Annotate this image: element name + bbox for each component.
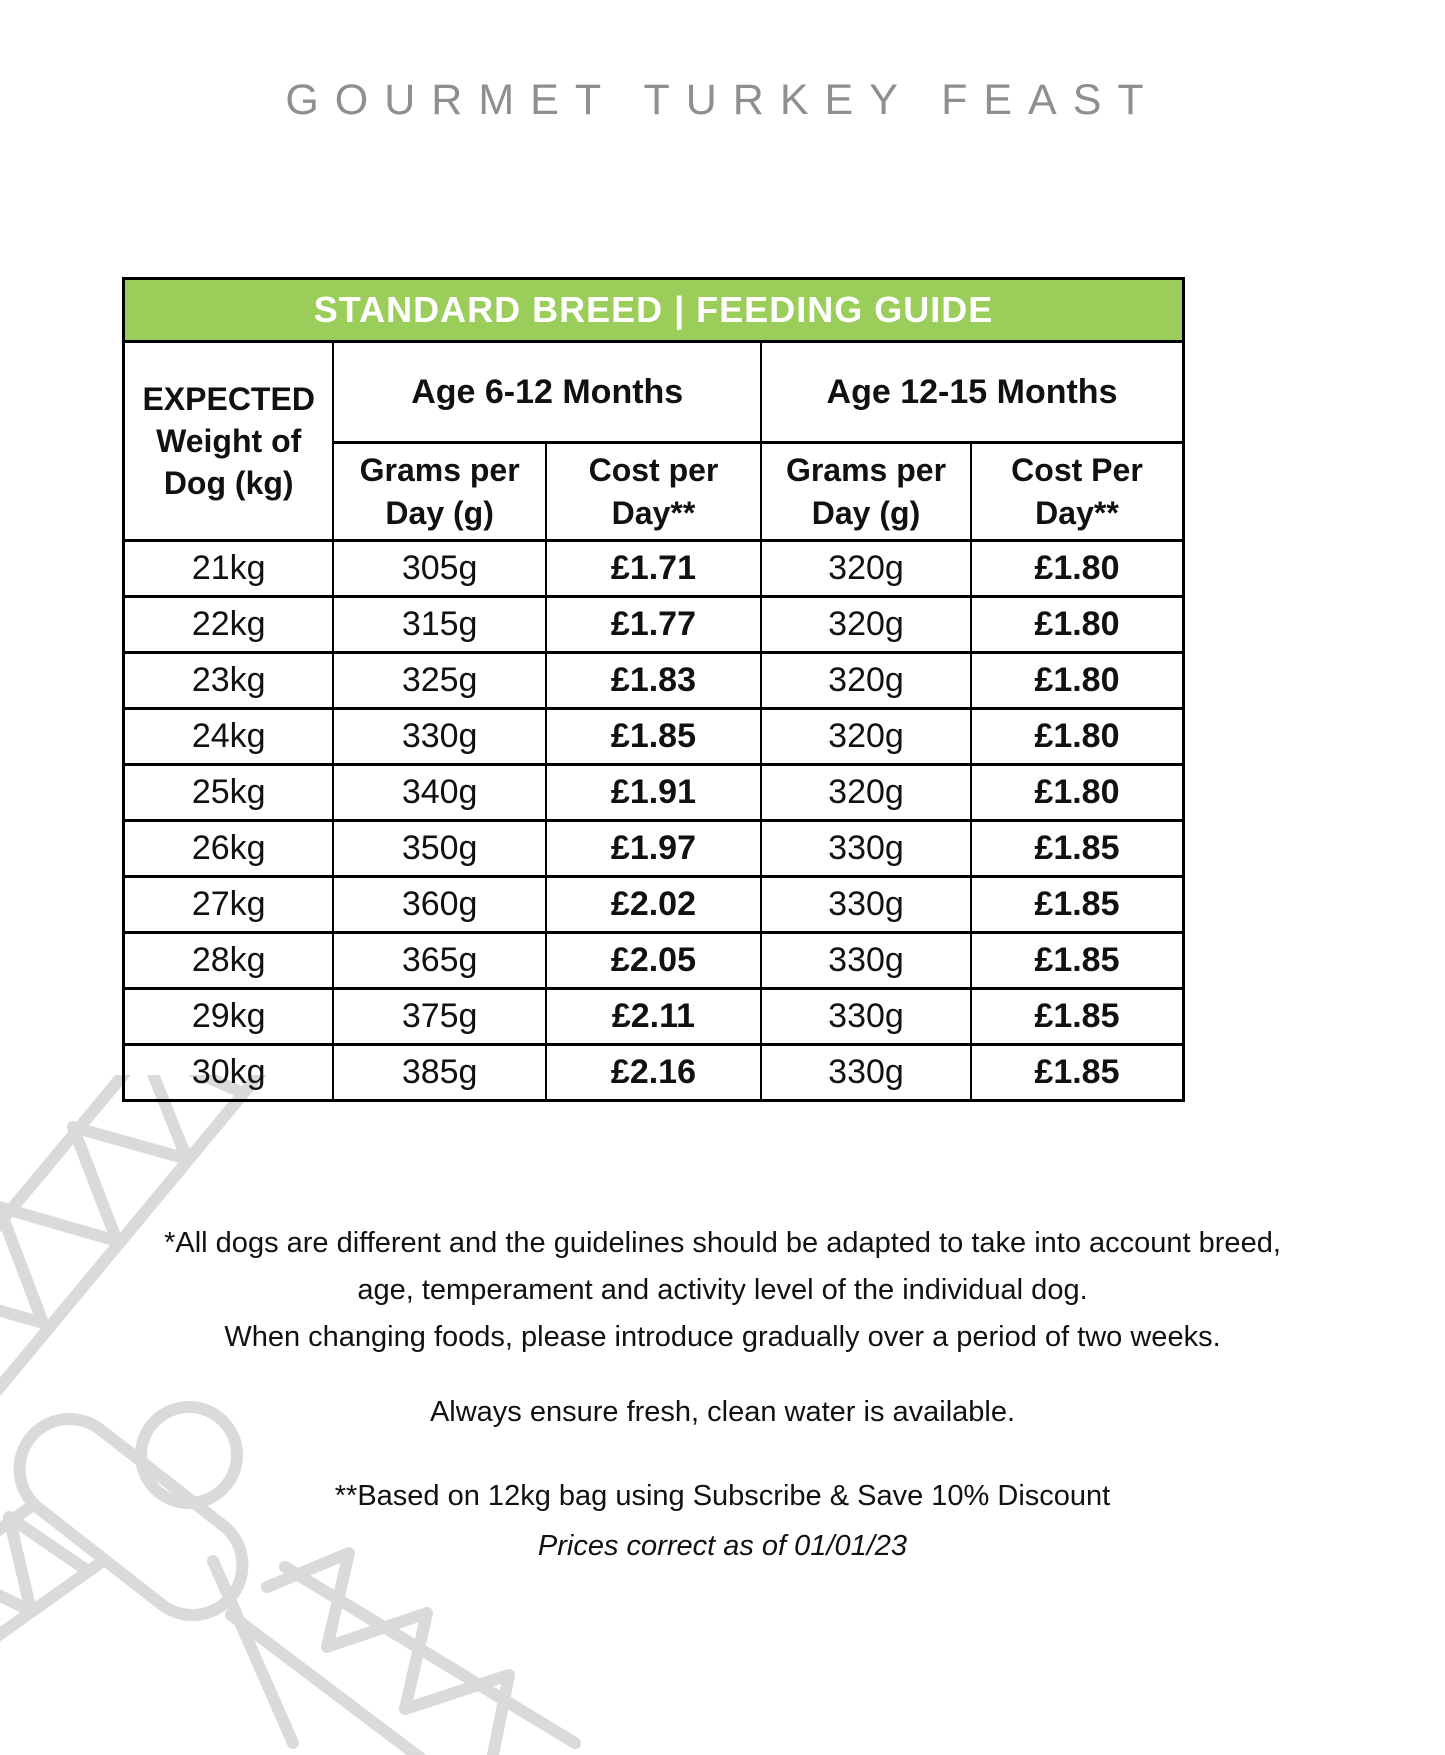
- table-row: [124, 821, 1184, 877]
- page-title: GOURMET TURKEY FEAST: [285, 76, 1160, 124]
- table-row: [124, 877, 1184, 933]
- table-row: [124, 653, 1184, 709]
- footnote-fresh-water: Always ensure fresh, clean water is available.: [429, 1396, 1016, 1428]
- weight-cell: 23kg: [124, 653, 334, 709]
- footnote-discount-basis: **Based on 12kg bag using Subscribe & Save 10% Discount: [334, 1480, 1111, 1512]
- table-row: [124, 597, 1184, 653]
- table-row: [124, 933, 1184, 989]
- table-banner: STANDARD BREED | FEEDING GUIDE: [124, 279, 1184, 342]
- weight-cell: 25kg: [124, 765, 334, 821]
- feeding-guide-table-container: [122, 277, 1185, 1102]
- cost-cell-6-12: £1.83: [546, 653, 761, 709]
- cost-cell-12-15: £1.85: [971, 1045, 1184, 1101]
- footnote-guidelines-line-3: When changing foods, please introduce gradually over a period of two weeks.: [224, 1321, 1221, 1353]
- grams-cell-6-12: 340g: [333, 765, 546, 821]
- cost-cell-12-15: £1.80: [971, 765, 1184, 821]
- cost-cell-6-12: £2.11: [546, 989, 761, 1045]
- grams-cell-6-12: 315g: [333, 597, 546, 653]
- grams-cell-12-15: 320g: [761, 597, 971, 653]
- grams-cell-6-12: 375g: [333, 989, 546, 1045]
- grams-cell-6-12: 325g: [333, 653, 546, 709]
- weight-cell: 28kg: [124, 933, 334, 989]
- cost-cell-12-15: £1.85: [971, 877, 1184, 933]
- grams-cell-12-15: 320g: [761, 709, 971, 765]
- grams-6-12-subheader: Grams per Day (g): [333, 443, 546, 541]
- table-row: [124, 765, 1184, 821]
- weight-cell: 21kg: [124, 541, 334, 597]
- footnote-guidelines-line-1: *All dogs are different and the guidelines should be adapted to take into account breed,: [164, 1227, 1281, 1259]
- weight-cell: 30kg: [124, 1045, 334, 1101]
- table-row: [124, 541, 1184, 597]
- cost-cell-12-15: £1.80: [971, 709, 1184, 765]
- cost-cell-6-12: £2.05: [546, 933, 761, 989]
- cost-cell-12-15: £1.85: [971, 933, 1184, 989]
- table-row: [124, 1045, 1184, 1101]
- feeding-guide-table: [122, 277, 1185, 1102]
- cost-cell-6-12: £2.02: [546, 877, 761, 933]
- cost-cell-12-15: £1.85: [971, 989, 1184, 1045]
- grams-cell-12-15: 330g: [761, 821, 971, 877]
- grams-cell-6-12: 330g: [333, 709, 546, 765]
- grams-cell-12-15: 330g: [761, 1045, 971, 1101]
- grams-cell-12-15: 320g: [761, 653, 971, 709]
- cost-cell-6-12: £1.91: [546, 765, 761, 821]
- grams-cell-12-15: 330g: [761, 989, 971, 1045]
- age-12-15-header: Age 12-15 Months: [761, 342, 1183, 443]
- grams-cell-6-12: 360g: [333, 877, 546, 933]
- weight-cell: 22kg: [124, 597, 334, 653]
- grams-cell-6-12: 305g: [333, 541, 546, 597]
- cost-cell-12-15: £1.80: [971, 653, 1184, 709]
- cost-cell-12-15: £1.80: [971, 597, 1184, 653]
- footnotes-block: [0, 1220, 1445, 1570]
- weight-cell: 27kg: [124, 877, 334, 933]
- weight-column-header: EXPECTED Weight of Dog (kg): [124, 342, 334, 541]
- cost-cell-6-12: £2.16: [546, 1045, 761, 1101]
- weight-cell: 24kg: [124, 709, 334, 765]
- grams-cell-6-12: 365g: [333, 933, 546, 989]
- weight-cell: 29kg: [124, 989, 334, 1045]
- cost-cell-12-15: £1.85: [971, 821, 1184, 877]
- grams-12-15-subheader: Grams per Day (g): [761, 443, 971, 541]
- grams-cell-6-12: 385g: [333, 1045, 546, 1101]
- table-row: [124, 709, 1184, 765]
- grams-cell-12-15: 320g: [761, 765, 971, 821]
- cost-12-15-subheader: Cost Per Day**: [971, 443, 1184, 541]
- footnote-prices-date: Prices correct as of 01/01/23: [537, 1530, 908, 1562]
- grams-cell-12-15: 320g: [761, 541, 971, 597]
- cost-cell-12-15: £1.80: [971, 541, 1184, 597]
- cost-cell-6-12: £1.97: [546, 821, 761, 877]
- table-banner-row: [124, 279, 1184, 342]
- age-6-12-header: Age 6-12 Months: [333, 342, 761, 443]
- weight-cell: 26kg: [124, 821, 334, 877]
- footnote-guidelines-line-2: age, temperament and activity level of the individual dog.: [357, 1274, 1088, 1306]
- grams-cell-6-12: 350g: [333, 821, 546, 877]
- cost-6-12-subheader: Cost per Day**: [546, 443, 761, 541]
- table-row: [124, 989, 1184, 1045]
- grams-cell-12-15: 330g: [761, 877, 971, 933]
- cost-cell-6-12: £1.71: [546, 541, 761, 597]
- cost-cell-6-12: £1.77: [546, 597, 761, 653]
- cost-cell-6-12: £1.85: [546, 709, 761, 765]
- grams-cell-12-15: 330g: [761, 933, 971, 989]
- table-age-header-row: [124, 342, 1184, 443]
